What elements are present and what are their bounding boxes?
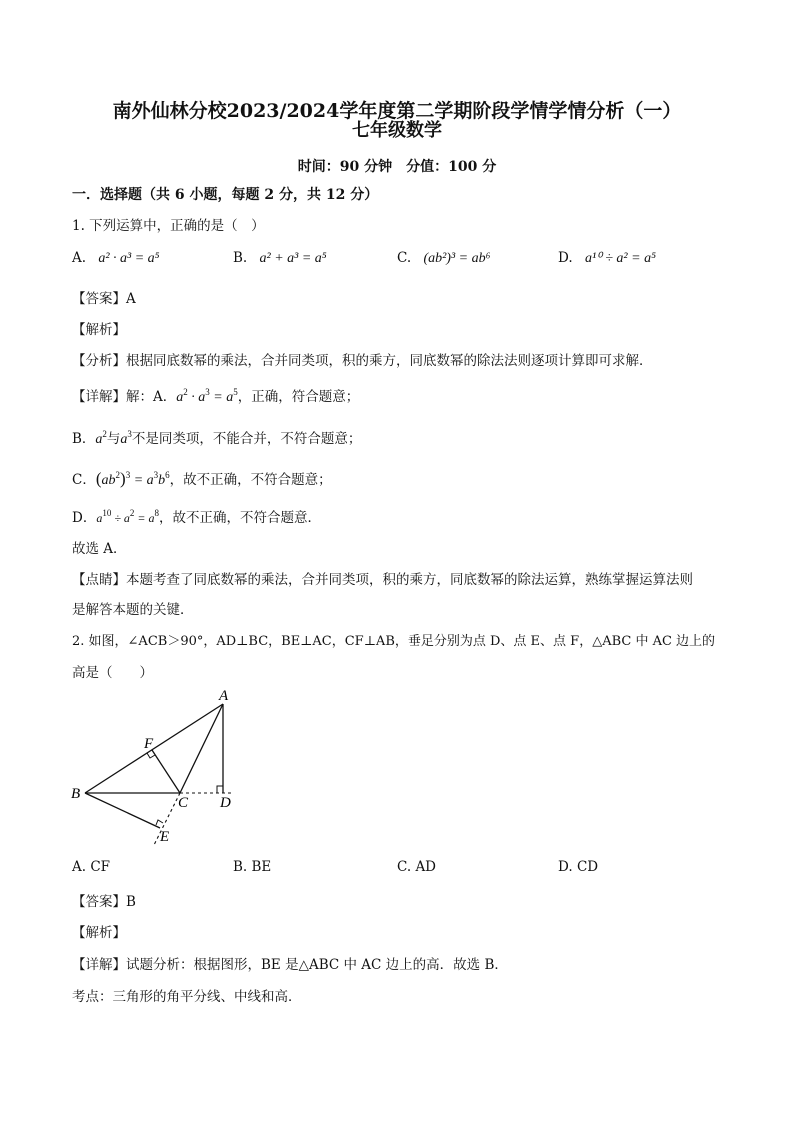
detail-tag: 【详解】 bbox=[72, 389, 126, 405]
q2-detail bbox=[72, 953, 508, 973]
q1-option-a bbox=[72, 250, 160, 267]
q1-detail-a bbox=[72, 385, 359, 406]
detail-c-post: ，故不正确，不符合题意； bbox=[169, 472, 332, 488]
q1-option-c-letter: C. bbox=[397, 250, 412, 266]
q2-answer bbox=[72, 890, 136, 910]
detail-tag: 【详解】 bbox=[72, 957, 126, 973]
q2-stem-line-1: 2. 如图，∠ACB＞90°，AD⊥BC，BE⊥AC，CF⊥AB，垂足分别为点 D、点 E、点 F，△ABC 中 AC 边上的 bbox=[72, 634, 716, 649]
altitude-cf bbox=[152, 750, 180, 793]
right-angle-e bbox=[156, 820, 163, 825]
q1-analysis-tag: 【解析】 bbox=[72, 322, 126, 338]
side-ab bbox=[85, 704, 223, 793]
q2-option-c bbox=[397, 859, 436, 875]
dianjing-line-1: 本题考查了同底数幂的乘法，合并同类项，积的乘方，同底数幂的除法运算，熟练掌握运算法则 bbox=[126, 572, 693, 588]
detail-b-formula-1: $a^2$ bbox=[95, 429, 107, 447]
label-b: B bbox=[71, 786, 81, 802]
detail-c-pre: C． bbox=[72, 472, 96, 488]
q2-option-a-letter: A. bbox=[72, 859, 87, 875]
q2-option-c-text: AD bbox=[415, 859, 437, 875]
q1-detail-b bbox=[72, 427, 361, 448]
detail-b-pre: B． bbox=[72, 431, 96, 447]
label-e: E bbox=[160, 829, 170, 845]
label-d: D bbox=[220, 795, 231, 811]
q1-option-a-letter: A. bbox=[72, 250, 87, 266]
answer-tag: 【答案】 bbox=[72, 291, 126, 307]
q2-option-a-text: CF bbox=[90, 859, 111, 875]
q1-option-a-text: a² · a³ = a⁵ bbox=[98, 251, 160, 266]
label-a: A bbox=[219, 688, 229, 704]
q1-fenxi bbox=[72, 349, 653, 369]
answer-tag: 【答案】 bbox=[72, 894, 126, 910]
detail-a-pre: 解：A． bbox=[126, 389, 177, 405]
q2-option-b-text: BE bbox=[251, 859, 272, 875]
document-subtitle: 七年级数学 bbox=[352, 120, 442, 141]
document-title: 南外仙林分校2023/2024学年度第二学期阶段学情学情分析（一） bbox=[112, 100, 682, 122]
q1-option-d-text: a¹⁰ ÷ a² = a⁵ bbox=[584, 251, 656, 266]
q1-option-d bbox=[558, 250, 656, 267]
q1-choose: 故选 A． bbox=[72, 541, 127, 557]
q1-option-d-letter: D. bbox=[558, 250, 573, 266]
q1-option-b-letter: B. bbox=[233, 250, 248, 266]
right-angle-d bbox=[217, 786, 223, 793]
q1-dianjing-line-2: 是解答本题的关键． bbox=[72, 602, 194, 618]
q2-option-d-letter: D. bbox=[558, 859, 573, 875]
detail-d-post: ，故不正确，不符合题意． bbox=[159, 510, 322, 526]
detail-b-post: 不是同类项，不能合并，不符合题意； bbox=[131, 431, 362, 447]
fenxi-text: 根据同底数幂的乘法，合并同类项，积的乘方，同底数幂的除法法则逐项计算即可求解． bbox=[126, 353, 653, 369]
q1-detail-c bbox=[72, 468, 332, 489]
q1-dianjing bbox=[72, 568, 693, 588]
q1-option-c-text: (ab²)³ = ab⁶ bbox=[423, 251, 491, 266]
altitude-be bbox=[85, 793, 160, 828]
answer-value: B bbox=[126, 894, 136, 910]
detail-text: 试题分析：根据图形，BE 是△ABC 中 AC 边上的高．故选 B． bbox=[126, 957, 508, 973]
q2-option-d-text: CD bbox=[576, 859, 599, 875]
q1-option-b bbox=[233, 250, 327, 267]
detail-d-formula: $a^{10} \div a^2 = a^8$ bbox=[96, 508, 160, 525]
triangle-figure bbox=[60, 685, 260, 850]
q2-option-a bbox=[72, 859, 110, 875]
detail-b-mid: 与 bbox=[106, 431, 121, 447]
q1-option-b-text: a² + a³ = a⁵ bbox=[259, 251, 327, 266]
section-heading: 一．选择题（共 6 小题，每题 2 分，共 12 分） bbox=[72, 187, 379, 203]
detail-b-formula-2: $a^3$ bbox=[120, 429, 132, 447]
detail-a-formula: $a^2 \cdot a^3 = a^5$ bbox=[176, 387, 238, 405]
q2-kaodian: 考点：三角形的角平分线、中线和高． bbox=[72, 989, 302, 1005]
detail-c-formula: $(ab^2)^3 = a^3b^6$ bbox=[95, 469, 170, 488]
q2-analysis-tag: 【解析】 bbox=[72, 925, 126, 941]
q2-stem-line-2: 高是（ ） bbox=[72, 665, 153, 681]
exam-meta: 时间：90 分钟 分值：100 分 bbox=[297, 159, 497, 175]
dianjing-tag: 【点睛】 bbox=[72, 572, 126, 588]
q2-option-b-letter: B. bbox=[233, 859, 248, 875]
detail-d-pre: D． bbox=[72, 510, 97, 526]
q1-detail-d bbox=[72, 506, 321, 526]
q2-option-b bbox=[233, 859, 271, 875]
fenxi-tag: 【分析】 bbox=[72, 353, 126, 369]
detail-a-post: ，正确，符合题意； bbox=[237, 389, 360, 405]
q1-stem: 1. 下列运算中，正确的是（ ） bbox=[72, 218, 265, 234]
q1-option-c bbox=[397, 250, 490, 267]
label-f: F bbox=[144, 736, 154, 752]
q2-option-d bbox=[558, 859, 598, 875]
q2-option-c-letter: C. bbox=[397, 859, 412, 875]
label-c: C bbox=[178, 795, 189, 811]
q1-answer bbox=[72, 287, 136, 307]
answer-value: A bbox=[126, 291, 136, 307]
